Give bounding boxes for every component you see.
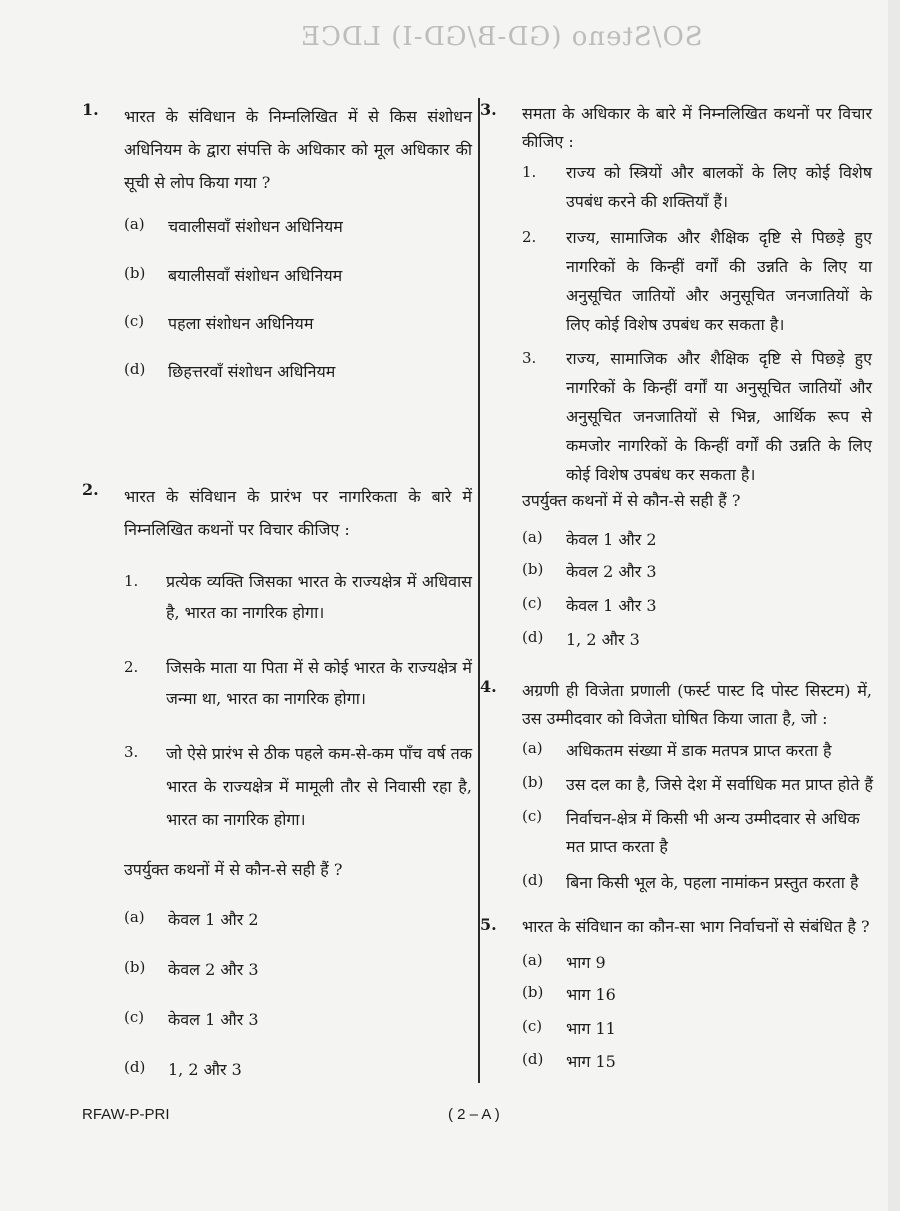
paper-code: RFAW-P-PRI bbox=[82, 1106, 170, 1123]
question-number: 1. bbox=[82, 100, 99, 119]
option-a: (a) भाग 9 bbox=[522, 951, 606, 972]
option-b: (b) केवल 2 और 3 bbox=[124, 958, 259, 979]
option-c: (c) निर्वाचन-क्षेत्र में किसी भी अन्य उम्मीदवार से अधिक मत प्राप्त करता है bbox=[522, 807, 860, 856]
option-b: (b) बयालीसवाँ संशोधन अधिनियम bbox=[124, 264, 343, 285]
option-d: (d) बिना किसी भूल के, पहला नामांकन प्रस्तुत करता है bbox=[522, 871, 859, 892]
option-c: (c) भाग 11 bbox=[522, 1017, 616, 1038]
question-text: भारत के संविधान का कौन-सा भाग निर्वाचनों से संबंधित है ? bbox=[522, 917, 870, 936]
page-number: ( 2 – A ) bbox=[448, 1106, 500, 1123]
question-text: अग्रणी ही विजेता प्रणाली (फर्स्ट पास्ट दि पोस्ट सिस्टम) में, उस उम्मीदवार को विजेता घोषित किया जाता है, जो : bbox=[522, 681, 872, 728]
question-text: भारत के संविधान के प्रारंभ पर नागरिकता के बारे में निम्नलिखित कथनों पर विचार कीजिए : bbox=[124, 487, 472, 539]
bleed-through-header: SO/Steno (GD-B/GD-I) LDCE bbox=[300, 22, 703, 52]
question-prompt: उपर्युक्त कथनों में से कौन-से सही हैं ? bbox=[124, 860, 343, 879]
question-number: 4. bbox=[480, 677, 497, 696]
option-d: (d) 1, 2 और 3 bbox=[124, 1058, 242, 1079]
option-a: (a) केवल 1 और 2 bbox=[522, 528, 657, 549]
option-a: (a) केवल 1 और 2 bbox=[124, 908, 259, 929]
option-d: (d) छिहत्तरवाँ संशोधन अधिनियम bbox=[124, 360, 336, 381]
option-c: (c) केवल 1 और 3 bbox=[522, 594, 657, 615]
option-d: (d) 1, 2 और 3 bbox=[522, 628, 640, 649]
option-b: (b) भाग 16 bbox=[522, 983, 616, 1004]
option-b: (b) उस दल का है, जिसे देश में सर्वाधिक मत प्राप्त होते हैं bbox=[522, 773, 874, 794]
question-text: भारत के संविधान के निम्नलिखित में से किस संशोधन अधिनियम के द्वारा संपत्ति के अधिकार को मूल अधिकार की सूची से लोप किया गया ? bbox=[124, 107, 472, 192]
question-prompt: उपर्युक्त कथनों में से कौन-से सही हैं ? bbox=[522, 491, 741, 510]
option-c: (c) पहला संशोधन अधिनियम bbox=[124, 312, 314, 333]
option-d: (d) भाग 15 bbox=[522, 1050, 616, 1071]
exam-page: SO/Steno (GD-B/GD-I) LDCE 1. भारत के संविधान के निम्नलिखित में से किस संशोधन अधिनियम के द्वारा संपत्ति के अधिकार को मूल अधिकार की सूची से लोप किया गया ? (a) चवालीसवाँ संशोधन अधिनियम (b) बयालीसवाँ संशोधन अधिनियम (c) पहला संशोधन अधिनियम (d) छिहत्तरवाँ संशोधन अधिनियम 2. भारत के संविधान के प्रारंभ पर नागरिकता के बारे में निम्नलिखित कथनों पर विचार कीजिए : 1. प्रत्येक व्यक्ति जिसका भारत के राज्यक्षेत्र में अधिवास है, भारत का नागरिक होगा। 2. जिसके माता या पिता में से कोई भारत के राज्यक्षेत्र में जन्मा था, भारत का नागरिक होगा। 3. जो ऐसे प्रारंभ से ठीक पहले कम-से-कम पाँच वर्ष तक भारत के राज्यक्षेत्र में मामूली तौर से निवासी रहा है, भारत का नागरिक होगा। उपर्युक्त कथनों में से कौन-से सही हैं ? (a) केवल 1 और 2 (b) केवल 2 और 3 (c) केवल 1 और 3 (d) 1, 2 और 3 3. समता के अधिकार के बारे में निम्नलिखित कथनों पर विचार कीजिए : 1. राज्य को स्त्रियों और बालकों के लिए कोई विशेष उपबंध करने की शक्तियाँ हैं। 2. राज्य, सामाजिक और शैक्षिक दृष्टि से पिछड़े हुए नागरिकों के किन्हीं वर्गों की उन्नति के लिए या अनुसूचित जातियों और अनुसूचित जनजातियों के लिए कोई विशेष उपबंध कर सकता है। 3. राज्य, सामाजिक और शैक्षिक दृष्टि से पिछड़े हुए नागरिकों के किन्हीं वर्गों या अनुसूचित जातियों और अनुसूचित जनजातियों से भिन्न, आर्थिक रूप से कमजोर नागरिकों के किन्हीं वर्गों की उन्नति के लिए कोई विशेष उपबंध कर सकता है। उपर्युक्त कथनों में से कौन-से सही हैं ? (a) केवल 1 और 2 (b) केवल 2 और 3 (c) केवल 1 और 3 (d) 1, 2 और 3 4. अग्रणी ही विजेता प्रणाली (फर्स्ट पास्ट दि पोस्ट सिस्टम) में, उस उम्मीदवार को विजेता घोषित किया जाता है, जो : (a) अधिकतम संख्या में डाक मतपत्र प्राप्त करता है (b) उस दल का है, जिसे देश में सर्वाधिक मत प्राप्त होते हैं (c) निर्वाचन-क्षेत्र में किसी भी अन्य उम्मीदवार से अधिक मत प्राप्त करता है (d) बिना किसी भूल के, पहला नामांकन प्रस्तुत करता है 5. भारत के संविधान का कौन-सा भाग निर्वाचनों से संबंधित है ? (a) भाग 9 (b) भाग 16 (c) भाग 11 (d) भाग 15 RFAW-P-PRI ( 2 – A ) bbox=[0, 0, 888, 1211]
column-divider bbox=[478, 98, 480, 1083]
option-a: (a) चवालीसवाँ संशोधन अधिनियम bbox=[124, 215, 343, 236]
question-number: 3. bbox=[480, 100, 497, 119]
option-a: (a) अधिकतम संख्या में डाक मतपत्र प्राप्त करता है bbox=[522, 739, 832, 760]
question-number: 2. bbox=[82, 480, 99, 499]
question-text: समता के अधिकार के बारे में निम्नलिखित कथनों पर विचार कीजिए : bbox=[522, 104, 872, 151]
question-number: 5. bbox=[480, 915, 497, 934]
option-c: (c) केवल 1 और 3 bbox=[124, 1008, 259, 1029]
option-b: (b) केवल 2 और 3 bbox=[522, 560, 657, 581]
